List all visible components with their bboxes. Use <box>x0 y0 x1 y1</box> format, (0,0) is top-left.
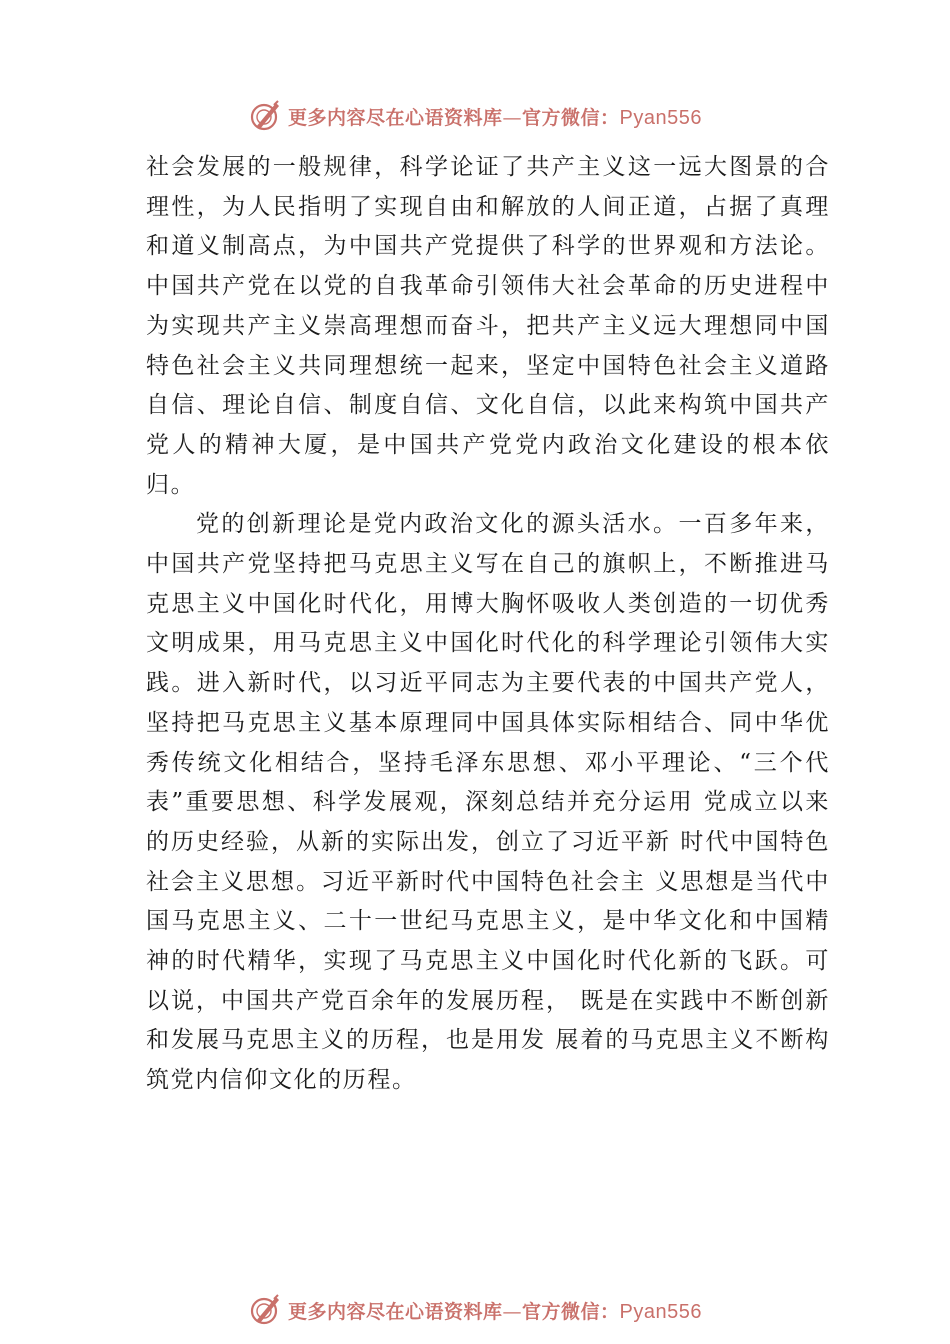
header-banner-text <box>288 103 702 130</box>
footer-brand: 更多内容尽在心语资料库 <box>288 1300 503 1323</box>
footer-banner-text <box>288 1297 702 1324</box>
header-wechat-label: 官方微信： <box>522 106 620 129</box>
quill-seal-icon <box>248 1293 282 1327</box>
paragraph-1: 社会发展的一般规律，科学论证了共产主义这一远大图景的合理性，为人民指明了实现自由和解放的人间正道，占据了真理和道义制高点，为中国共产党提供了科学的世界观和方法论。中国共产党在以党的自我革命引领伟大社会革命的历史进程中为实现共产主义崇高理想而奋斗，把共产主义远大理想同中国特色社会主义共同理想统一起来，坚定中国特色社会主义道路自信、理论自信、制度自信、文化自信，以此来构筑中国共产党人的精神大厦，是中国共产党党内政治文化建设的根本依归。 <box>146 154 830 498</box>
header-brand: 更多内容尽在心语资料库 <box>288 106 503 129</box>
footer-watermark-banner <box>0 1290 950 1330</box>
footer-handle: Pyan556 <box>619 1300 702 1323</box>
footer-separator: — <box>502 1300 523 1323</box>
paragraph-2: 党的创新理论是党内政治文化的源头活水。一百多年来，中国共产党坚持把马克思主义写在自己的旗帜上，不断推进马克思主义中国化时代化，用博大胸怀吸收人类创造的一切优秀文明成果，用马克思主义中国化时代化的科学理论引领伟大实践。进入新时代，以习近平同志为主要代表的中国共产党人，坚持把马克思主义基本原理同中国具体实际相结合、同中华优秀传统文化相结合，坚持毛泽东思想、邓小平理论、“三个代表”重要思想、科学发展观，深刻总结并充分运用 党成立以来的历史经验，从新的实际出发，创立了习近平新 时代中国特色社会主义思想。习近平新时代中国特色社会主 义思想是当代中国马克思主义、二十一世纪马克思主义，是中华文化和中国精神的时代精华，实现了马克思主义中国化时代化新的飞跃。可以说，中国共产党百余年的发展历程， 既是在实践中不断创新和发展马克思主义的历程，也是用发 展着的马克思主义不断构筑党内信仰文化的历程。 <box>146 511 830 1094</box>
quill-seal-icon <box>248 99 282 133</box>
header-handle: Pyan556 <box>619 106 702 129</box>
document-body <box>146 148 830 1101</box>
header-separator: — <box>502 106 523 129</box>
footer-wechat-label: 官方微信： <box>522 1300 620 1323</box>
header-watermark-banner <box>0 96 950 136</box>
